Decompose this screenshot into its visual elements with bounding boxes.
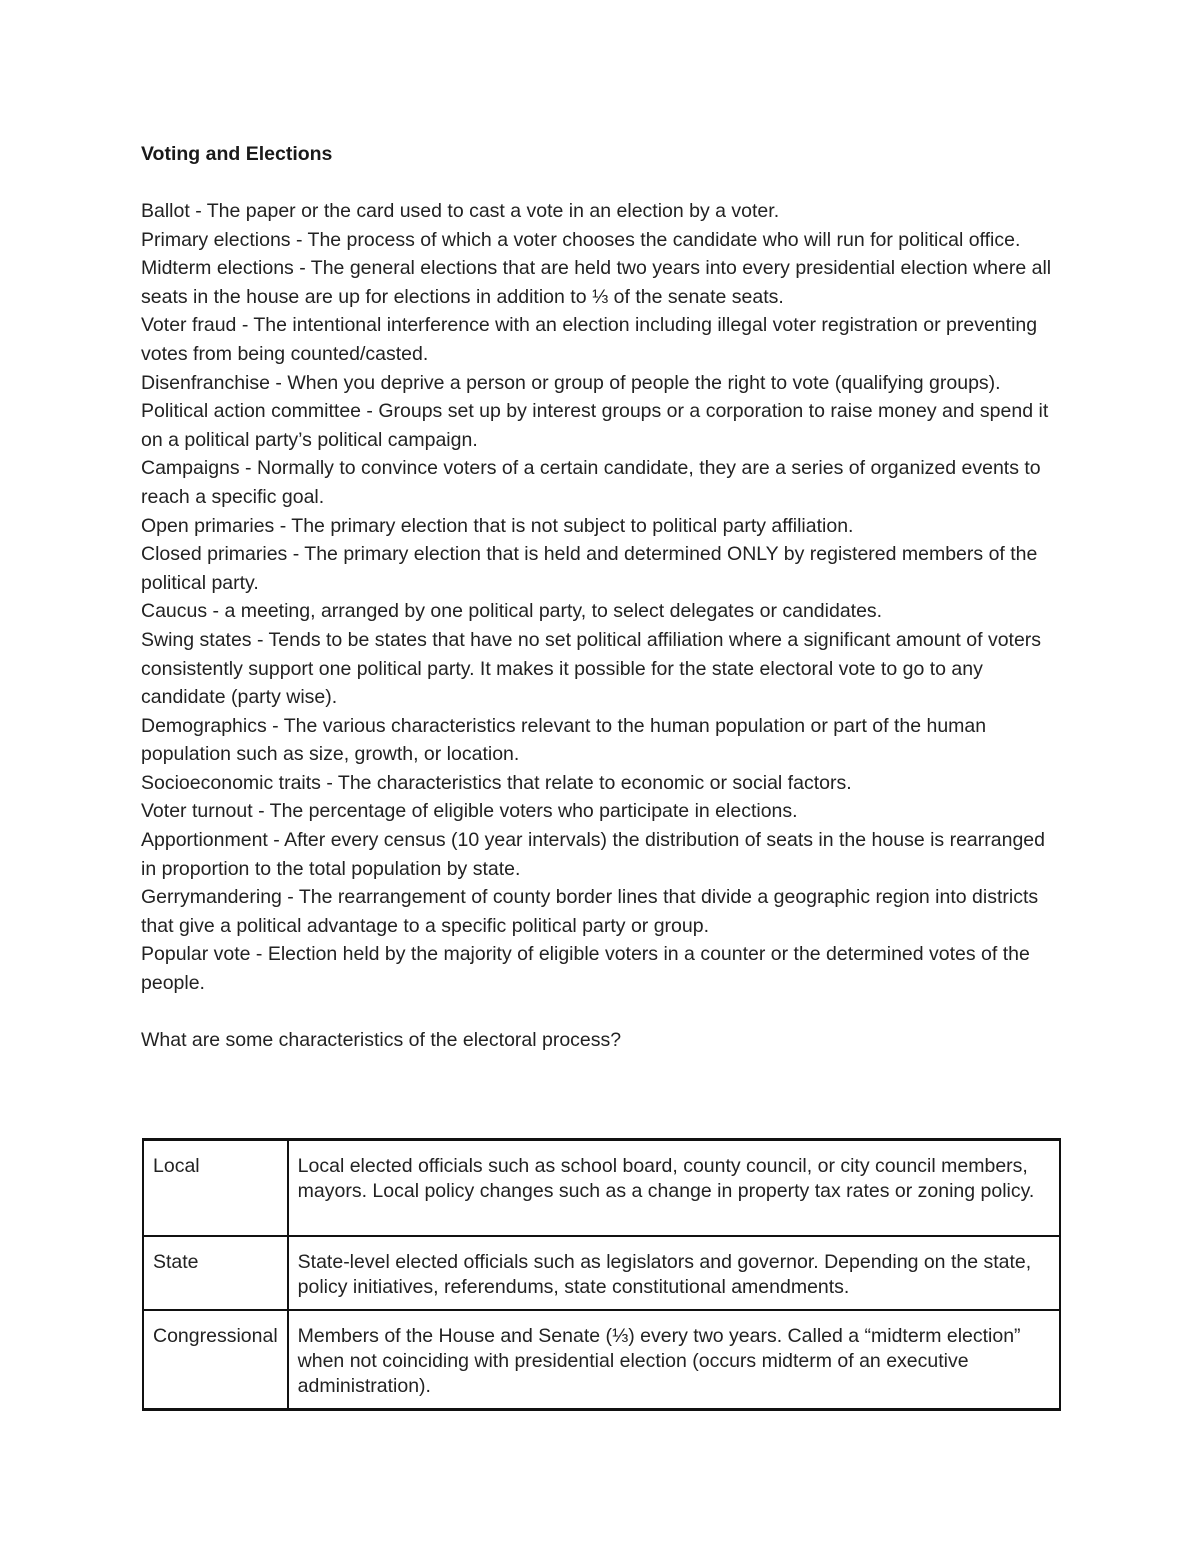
definition-term: Closed primaries — [141, 543, 288, 566]
definition-term: Swing states — [141, 628, 252, 651]
definition-term: Caucus — [141, 600, 208, 623]
definition-item: Ballot - The paper or the card used to cast a vote in an election by a voter. — [141, 200, 780, 222]
definition-item: Closed primaries - The primary election that is held and determined ONLY by registered members of the political party. — [141, 543, 1038, 594]
definition-term: Socioeconomic traits — [141, 771, 321, 794]
definition-term: Popular vote — [141, 943, 251, 966]
document-page — [141, 140, 1061, 1054]
definition-term: Disenfranchise — [141, 371, 270, 394]
definition-text: When you deprive a person or group of people the right to vote (qualifying groups). — [287, 371, 1001, 394]
document-title: Voting and Elections — [141, 143, 333, 165]
definition-term: Gerrymandering — [141, 886, 282, 909]
definition-text: The intentional interference with an election including illegal voter registration or preventing votes from being counted/casted. — [141, 314, 1038, 365]
definition-text: Election held by the majority of eligible voters in a counter or the determined votes of the people. — [141, 943, 1030, 995]
definition-term: Ballot — [141, 200, 190, 222]
definition-item: Swing states - Tends to be states that have no set political affiliation where a significant amount of voters consistently support one political party. It makes it possible for the state electoral vote to go to any candidate (party wise). — [141, 628, 1042, 709]
definition-item: Open primaries - The primary election that is not subject to political party affiliation. — [141, 514, 854, 537]
description-cell: Local elected officials such as school board, county council, or city council members, mayors. Local policy changes such as a change in property tax rates or zoning policy. — [288, 1140, 1060, 1237]
definition-text: The process of which a voter chooses the candidate who will run for political office. — [307, 228, 1021, 251]
definition-item: Gerrymandering - The rearrangement of county border lines that divide a geographic region into districts that give a political advantage to a specific political party or group. — [141, 886, 1039, 937]
definition-text: The paper or the card used to cast a vote in an election by a voter. — [206, 200, 780, 222]
definition-item: Voter turnout - The percentage of eligible voters who participate in elections. — [141, 800, 798, 823]
definition-item: Demographics - The various characteristics relevant to the human population or part of the human population such as size, growth, or location. — [141, 714, 987, 766]
definition-item: Campaigns - Normally to convince voters of a certain candidate, they are a series of organized events to reach a specific goal. — [141, 457, 1041, 508]
definition-item: Socioeconomic traits - The characteristics that relate to economic or social factors. — [141, 771, 852, 794]
definition-item: Apportionment - After every census (10 year intervals) the distribution of seats in the house is rearranged in proportion to the total population by state. — [141, 829, 1045, 880]
definition-text: Groups set up by interest groups or a corporation to raise money and spend it on a political party’s political campaign. — [141, 400, 1049, 451]
definition-text: The various characteristics relevant to the human population or part of the human population such as size, growth, or location. — [141, 714, 987, 766]
definition-term: Open primaries — [141, 514, 275, 537]
definition-term: Political action committee — [141, 400, 362, 423]
definition-term: Apportionment — [141, 829, 268, 852]
definition-text: The percentage of eligible voters who participate in elections. — [269, 800, 798, 823]
definition-item: Primary elections - The process of which a voter chooses the candidate who will run for political office. — [141, 228, 1021, 251]
level-cell: Congressional — [143, 1310, 288, 1410]
definition-text: a meeting, arranged by one political party, to select delegates or candidates. — [224, 600, 883, 623]
definition-term: Primary elections — [141, 228, 291, 251]
definition-term: Midterm elections — [141, 257, 294, 280]
description-cell: State-level elected officials such as legislators and governor. Depending on the state, policy initiatives, referendums, state constitutional amendments. — [288, 1236, 1060, 1310]
definition-term: Voter turnout — [141, 800, 253, 823]
definition-term: Campaigns — [141, 457, 240, 480]
description-cell: Members of the House and Senate (⅓) every two years. Called a “midterm election” when not coinciding with presidential election (occurs midterm of an executive administration). — [288, 1310, 1060, 1410]
definition-item: Voter fraud - The intentional interference with an election including illegal voter registration or preventing votes from being counted/casted. — [141, 314, 1038, 365]
level-cell: State — [143, 1236, 288, 1310]
definition-item: Political action committee - Groups set up by interest groups or a corporation to raise money and spend it on a political party’s political campaign. — [141, 400, 1049, 451]
electoral-characteristics-table — [142, 1138, 1061, 1411]
table-row — [143, 1140, 1060, 1237]
definition-item: Midterm elections - The general elections that are held two years into every presidential election where all seats in the house are up for elections in addition to ⅓ of the senate seats. — [141, 257, 1052, 308]
definition-item: Popular vote - Election held by the majority of eligible voters in a counter or the determined votes of the people. — [141, 943, 1030, 995]
definition-text: The primary election that is not subject to political party affiliation. — [291, 514, 854, 537]
definition-text: After every census (10 year intervals) the distribution of seats in the house is rearranged in proportion to the total population by state. — [141, 829, 1045, 880]
definition-item: Disenfranchise - When you deprive a person or group of people the right to vote (qualifying groups). — [141, 371, 1001, 394]
definition-text: The rearrangement of county border lines that divide a geographic region into districts that give a political advantage to a specific political party or group. — [141, 886, 1039, 937]
definition-term: Voter fraud — [141, 314, 237, 337]
level-cell: Local — [143, 1140, 288, 1237]
table-row — [143, 1236, 1060, 1310]
definition-text: The characteristics that relate to economic or social factors. — [337, 771, 852, 794]
definition-text: Normally to convince voters of a certain candidate, they are a series of organized events to reach a specific goal. — [141, 457, 1041, 508]
definitions-list — [141, 197, 1061, 998]
definition-text: Tends to be states that have no set political affiliation where a significant amount of voters consistently support one political party. It makes it possible for the state electoral vote to go to any candidate (party wise). — [141, 628, 1042, 709]
definition-text: The primary election that is held and determined ONLY by registered members of the political party. — [141, 543, 1038, 594]
definition-text: The general elections that are held two years into every presidential election where all seats in the house are up for elections in addition to ⅓ of the senate seats. — [141, 257, 1052, 308]
question-text: What are some characteristics of the electoral process? — [141, 1028, 622, 1051]
definition-term: Demographics — [141, 714, 267, 737]
table-row — [143, 1310, 1060, 1410]
definition-item: Caucus - a meeting, arranged by one political party, to select delegates or candidates. — [141, 600, 883, 623]
